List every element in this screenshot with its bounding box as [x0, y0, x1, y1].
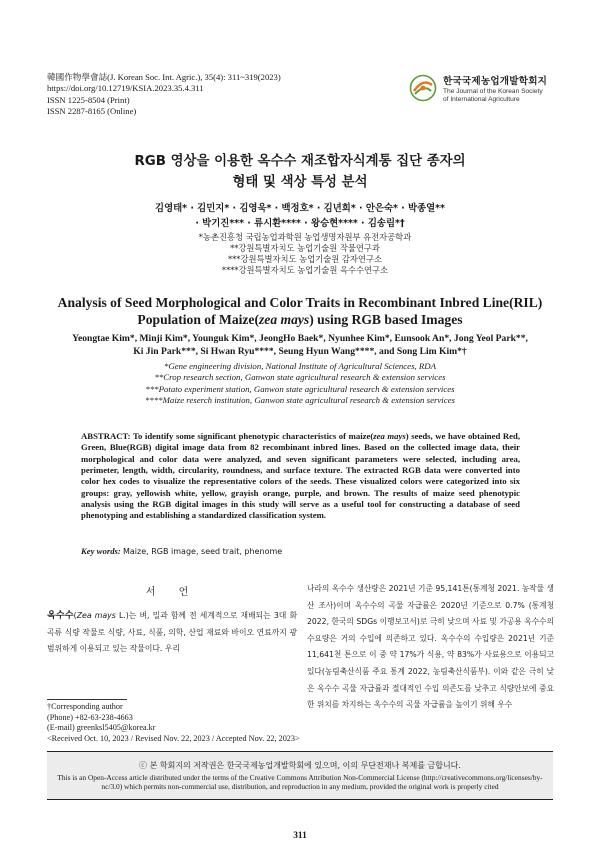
author-email[interactable]: (E-mail) greenksl5405@korea.kr — [47, 723, 156, 733]
footnote-divider — [47, 699, 127, 700]
keywords — [81, 545, 520, 558]
journal-citation: 韓國作物學會誌(J. Korean Soc. Int. Agric.), 35(4): 311~319(2023) — [47, 72, 281, 82]
english-affiliation: ***Potato experiment station, Ganwon state agricultural research & extension services — [145, 383, 455, 394]
doi-link[interactable]: https://doi.org/10.12719/KSIA.2023.35.4.311 — [47, 83, 204, 94]
korean-authors: 김영태* · 김민지* · 김영욱* · 백정호* · 김년희* · 안은숙* · 박종열** · 박기진*** · 류시환**** · 왕승현**** · 김송림*† — [155, 203, 445, 229]
english-affiliation: ****Maize reserch institution, Ganwon state agricultural research & extension services — [145, 394, 455, 405]
journal-logo — [409, 72, 559, 116]
abstract-label: ABSTRACT: — [81, 431, 131, 441]
korean-affiliation: ***강원특별자치도 농업기술원 감자연구소 — [228, 254, 382, 264]
body-column-right: 나라의 옥수수 생산량은 2021년 기준 95,141톤(통계청 2021. 농작물 생산 조사)이며 옥수수의 곡물 자급률은 2020년 기준으로 0.7% (통계청 2022, 한국의 SDGs 이행보고서)로 극히 낮으며 사료 및 가공용 옥수수의 수요량은 거의 수입에 의존하고 있다. 옥수수의 수입량은 2021년 기준 11,641천 톤으로 이 중 약 17%가 식용, 약 83%가 사료용으로 이용되고 있다(농림축산식품 주요 통계 2022, 농림축산식품부). 이와 같은 극히 낮은 옥수수 곡물 자급률과 절대적인 수입 의존도를 낮추고 식량안보에 중요한 위치를 차지하는 옥수수의 곡물 자급률을 높이기 위해 우수 — [307, 584, 554, 710]
page-number: 311 — [293, 831, 307, 841]
copyright-english: This is an Open-Access article distributed under the terms of the Creative Commons Attribution Non-Commercial License (http://creativecommons.org/licenses/by-nc/3.0) which permits non-commercial use, distribution, and reproduction in any medium, provided the original work is properly cited — [57, 773, 543, 792]
copyright-box — [47, 751, 553, 800]
korean-title: RGB 영상을 이용한 옥수수 재조합자식계통 집단 종자의 형태 및 색상 특성 분석 — [134, 154, 466, 190]
english-authors: Yeongtae Kim*, Minji Kim*, Younguk Kim*, JeongHo Baek*, Nyunhee Kim*, Eunsook An*, Jong Yeol Park**, Ki Jin Park***, Si Hwan Ryu****, Seung Hyun Wang****, and Song Lim Kim*† — [72, 333, 528, 357]
korean-affiliations — [0, 232, 600, 276]
abstract: ABSTRACT: To identify some significant phenotypic characteristics of maize(zea mays) seeds, we have obtained Red, Green, Blue(RGB) digital image data from 82 recombinant inbred lines. Based on the collected image data, their morphological and color data were analyzed, and seven significant parameters were selected, including area, perimeter, length, width, circularity, roundness, and surface texture. The extracted RGB data were converted into color hex codes to visualize the representative colors of the seeds. These visualized colors were categorized into six groups: gray, yellowish white, yellow, grayish orange, purple, and brown. The results of maize seed phenotypic analysis using the RGB digital images in this study will serve as a useful tool for constructing a database of seed phenotyping and establishing a standardized classification system. — [81, 431, 521, 521]
body-column-left: 옥수수(Zea mays L.)는 벼, 밀과 함께 전 세계적으로 재배되는 3대 화곡류 식량 작물로 식량, 사료, 식품, 의학, 산업 재료와 바이오 연료까지 광범위하게 이용되고 있는 작물이다. 우리 — [47, 610, 298, 654]
society-logo-icon — [409, 74, 437, 102]
logo-english-name: The Journal of the Korean Society of International Agriculture — [443, 88, 543, 103]
english-affiliations — [0, 361, 600, 406]
section-heading-introduction: 서 언 — [145, 587, 199, 598]
submission-dates: <Received Oct. 10, 2023 / Revised Nov. 22, 2023 / Accepted Nov. 22, 2023> — [47, 733, 300, 743]
issn-print: ISSN 1225-8504 (Print) — [47, 94, 130, 105]
footnote — [47, 702, 307, 744]
issn-online: ISSN 2287-8165 (Online) — [47, 106, 137, 117]
journal-header-meta — [47, 72, 281, 118]
corresponding-author: †Corresponding author — [47, 702, 123, 711]
keywords-label: Key words: — [81, 546, 121, 556]
copyright-korean: ⓒ 본 학회지의 저작권은 한국국제농업개발학회에 있으며, 이의 무단전재나 복제를 금합니다. — [139, 761, 461, 770]
korean-affiliation: *농촌진흥청 국립농업과학원 농업생명자원부 유전자공학과 — [198, 232, 412, 242]
english-affiliation: **Crop research section, Ganwon state agricultural research & extension services — [154, 372, 446, 383]
english-affiliation: *Gene engineering division, National Institute of Agricultural Sciences, RDA — [163, 361, 436, 371]
korean-affiliation: ****강원특별자치도 농업기술원 옥수수연구소 — [221, 265, 389, 275]
author-phone: (Phone) +82-63-238-4663 — [47, 712, 133, 722]
english-title: Analysis of Seed Morphological and Color Traits in Recombinant Inbred Line(RIL) Population of Maize(zea mays) using RGB based Images — [57, 295, 543, 327]
logo-korean-name: 한국국제농업개발학회지 — [443, 76, 548, 87]
korean-affiliation: **강원특별자치도 농업기술원 작물연구과 — [230, 243, 380, 253]
keywords-list: Maize, RGB image, seed trait, phenome — [123, 547, 283, 556]
lead-word: 옥수수 — [47, 610, 74, 621]
